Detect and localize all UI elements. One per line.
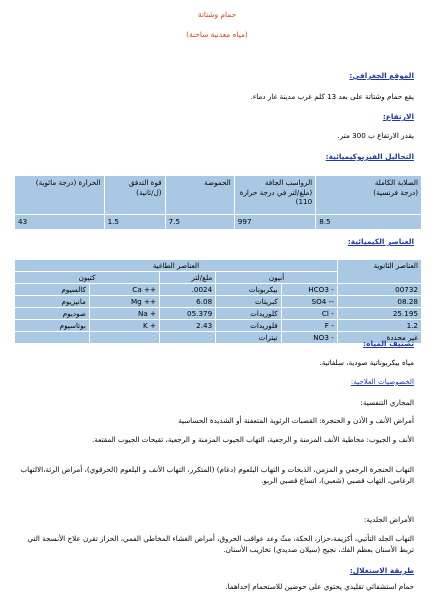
table-cell: بيكربونات — [216, 284, 281, 296]
resp-title: المجاري التنفسية: — [360, 398, 414, 407]
table-cell: Na + — [89, 308, 159, 320]
table-cell: 7.5 — [165, 215, 234, 230]
table-cell: 05.379 — [160, 308, 216, 320]
table-cell: كلوريدات — [216, 308, 281, 320]
table-cell: K + — [89, 320, 159, 332]
table-cell: NO3 - — [281, 332, 337, 344]
table-header-cell: العناصر الطاغية — [15, 260, 338, 272]
table-header-cell: العناصر الثانوية — [337, 260, 421, 284]
location-text: يقع حمام وشتاتة على بعد 13 كلم غرب مدينة غار دماء. — [250, 92, 414, 101]
table-cell: كبريتات — [216, 296, 281, 308]
table-header-cell: الحموضة — [165, 176, 234, 215]
table-cell: 997 — [234, 215, 315, 230]
usage-heading: طريقة الاستغلال: — [349, 566, 414, 575]
resp-paragraph-2: الأنف و الجيوب: مخاطية الأنف المزمنة و الرجعية، التهاب الجيوب المزمنة و الرجعية، تقيحات الجيوب المقتعة. — [92, 435, 414, 444]
table-row — [15, 320, 422, 332]
table-header-cell: الصلابة الكاملة (درجة فرنسية) — [316, 176, 422, 215]
table-cell: 25.195 — [337, 308, 421, 320]
table-cell: فلوريدات — [216, 320, 281, 332]
table-row — [15, 215, 422, 230]
chem-table — [14, 259, 422, 344]
table-header-cell: الرواسب الجافة (ملغ/لتر في درجة حرارة 110) — [234, 176, 315, 215]
table-cell: صوديوم — [15, 308, 90, 320]
table-cell: 43 — [15, 215, 105, 230]
table-cell: 00732 — [337, 284, 421, 296]
physchem-table — [14, 175, 422, 230]
table-cell: HCO3 - — [281, 284, 337, 296]
table-header-cell: أنيون — [216, 272, 338, 284]
skin-title: الأمراض الجلدية: — [363, 515, 414, 524]
table-cell: بوتاسيوم — [15, 320, 90, 332]
table-header-row — [15, 176, 422, 215]
table-cell: .0024 — [160, 284, 216, 296]
table-row — [15, 284, 422, 296]
table-cell: 2.43 — [160, 320, 216, 332]
document-title: حمام وشتاتة — [197, 10, 237, 19]
table-header-cell: ملغ/لتر — [160, 272, 216, 284]
table-header-cell: كتيون — [15, 272, 160, 284]
table-cell: Ca ++ — [89, 284, 159, 296]
classification-text: مياه بيكربوناتية صودية، سلفاتية. — [319, 358, 414, 367]
chem-heading: العناصر الكيميائية: — [347, 237, 414, 246]
table-cell: F - — [281, 320, 337, 332]
elevation-text: يقدر الارتفاع ب 300 متر. — [337, 131, 414, 140]
table-header-cell: الحرارة (درجة مائوية) — [15, 176, 105, 215]
physchem-heading: التحاليل الفيزيوكيميائية: — [325, 152, 414, 161]
skin-paragraph-1: التهاب الجلد التأتبي، أكزيمة،حزاز، الحكة، مثّ وعد عواقب الحروق، أمراض الغشاء المخاطي الفمي، الحزاز تقرن علاج الأنسجة التي تربط الأسنان بعظم الفك، نجيج (سيلان صديدي) تخاريب الأسنان. — [27, 534, 414, 554]
location-heading: الموقع الجغرافي: — [349, 71, 414, 80]
elevation-heading: الارتفاع: — [382, 112, 414, 121]
resp-paragraph-3: التهاب الحنجرة الرجعي و المزمن، الذبحات و التهاب البلعوم (دغام) (المتكرر، التهاب الأنف و البلعوم (الحرقوي)، أمراض الرئة،الالتهاب الرغامي، التهاب قصبي (شعبي)، اتساع قصبي الربو. — [20, 465, 414, 485]
table-cell: Cl - — [281, 308, 337, 320]
table-header-row — [15, 260, 422, 272]
table-cell: 1.5 — [104, 215, 165, 230]
table-cell — [15, 332, 90, 344]
classification-heading: تصنيف المياه: — [363, 339, 414, 348]
table-cell: كالسيوم — [15, 284, 90, 296]
table-cell — [89, 332, 159, 344]
table-cell: مانيزيوم — [15, 296, 90, 308]
resp-paragraph-1: أمراض الأنف و الأذن و الحنجرة: القصبات الرئوية المتعفنة أو الشديدة الحساسية — [178, 416, 414, 425]
table-cell: نيترات — [216, 332, 281, 344]
table-header-cell: قوة التدفق (ل/ثانية) — [104, 176, 165, 215]
table-row — [15, 332, 422, 344]
usage-text: حمام استشفائي تقليدي يحتوي على حوضين للاستحمام إحداهما. — [225, 582, 414, 591]
table-cell: Mg ++ — [89, 296, 159, 308]
table-cell: 08.28 — [337, 296, 421, 308]
therapeutic-heading: الخصوصيات العلاجية: — [350, 377, 414, 386]
table-row — [15, 308, 422, 320]
table-cell: 6.08 — [160, 296, 216, 308]
table-cell: 1.2 — [337, 320, 421, 332]
document-subtitle: (مياه معدنية ساخنة) — [186, 30, 248, 39]
table-cell: 8.5 — [316, 215, 422, 230]
table-cell — [160, 332, 216, 344]
table-row — [15, 296, 422, 308]
table-cell: غير محددة — [337, 332, 421, 344]
table-cell: SO4 -- — [281, 296, 337, 308]
